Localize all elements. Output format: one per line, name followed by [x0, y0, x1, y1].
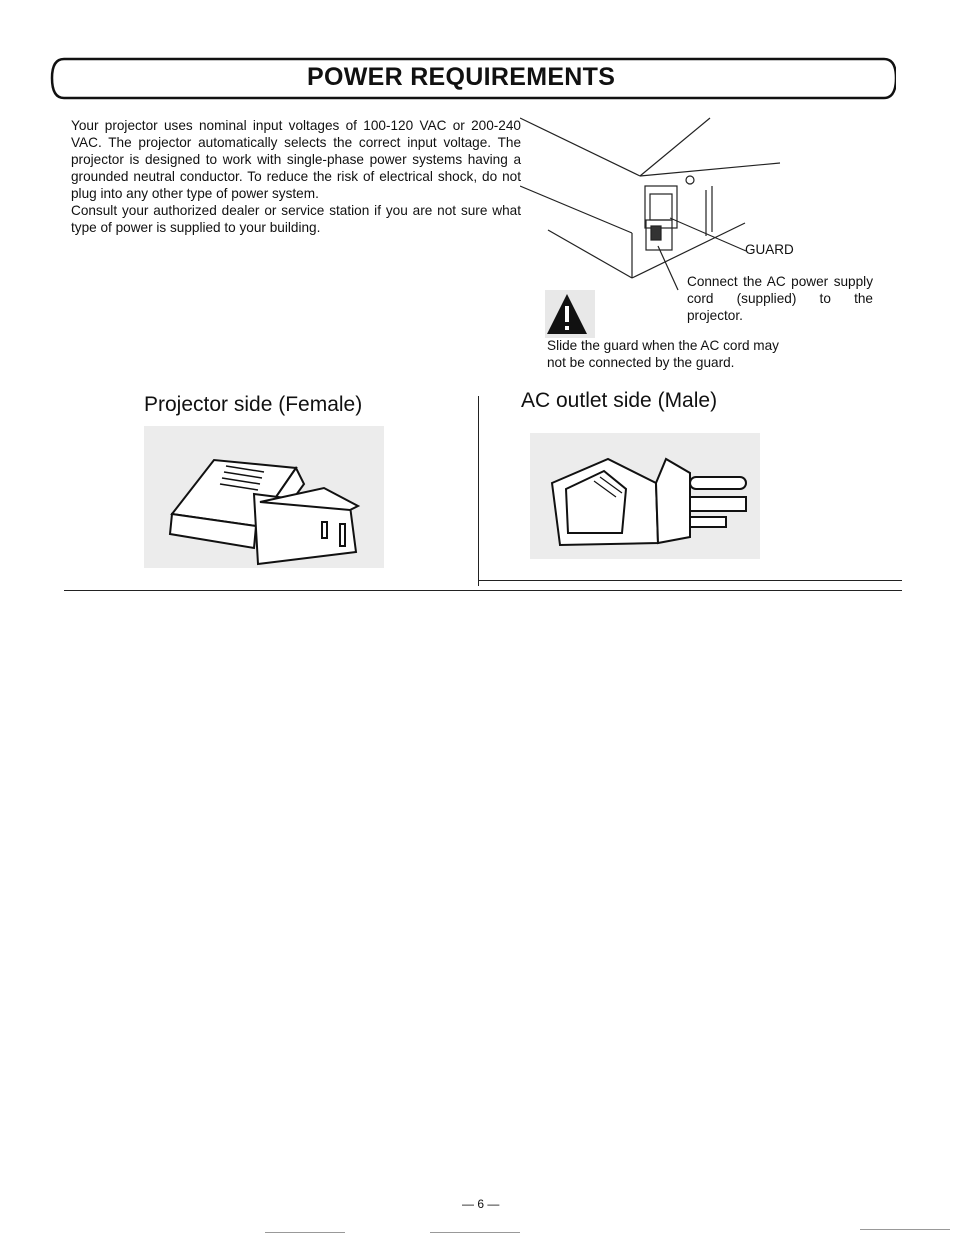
page-title: POWER REQUIREMENTS — [307, 63, 616, 91]
section-divider-short — [478, 580, 902, 581]
connect-note: Connect the AC power supply cord (supplied) to the projector. — [687, 274, 873, 323]
male-connector-title: AC outlet side (Male) — [521, 389, 718, 412]
scan-artifact-line — [430, 1232, 520, 1233]
section-divider-long — [64, 590, 902, 591]
intro-paragraph-1: Your projector uses nominal input voltages of 100-120 VAC or 200-240 VAC. The projector automatically selects the correct input voltage. The projector is designed to work with single-phase power systems having a grounded neutral conductor. To reduce the risk of electrical shock, do not plug into any other type of power system. — [71, 118, 521, 201]
warning-triangle-icon — [545, 290, 595, 338]
scan-artifact-line — [860, 1229, 950, 1230]
intro-text — [71, 117, 521, 236]
slide-note-line-2: not be connected by the guard. — [547, 355, 735, 370]
slide-guard-note — [547, 337, 847, 371]
male-plug-illustration — [530, 433, 760, 559]
slide-note-line-1: Slide the guard when the AC cord may — [547, 338, 779, 353]
scan-artifact-line — [265, 1232, 345, 1233]
guard-label: GUARD — [745, 242, 794, 257]
section-divider-vertical — [478, 396, 479, 586]
female-plug-illustration — [144, 426, 384, 568]
page-number: — 6 — — [462, 1197, 500, 1211]
intro-paragraph-2: Consult your authorized dealer or service station if you are not sure what type of power is supplied to your building. — [71, 203, 521, 235]
female-connector-title: Projector side (Female) — [144, 393, 363, 416]
